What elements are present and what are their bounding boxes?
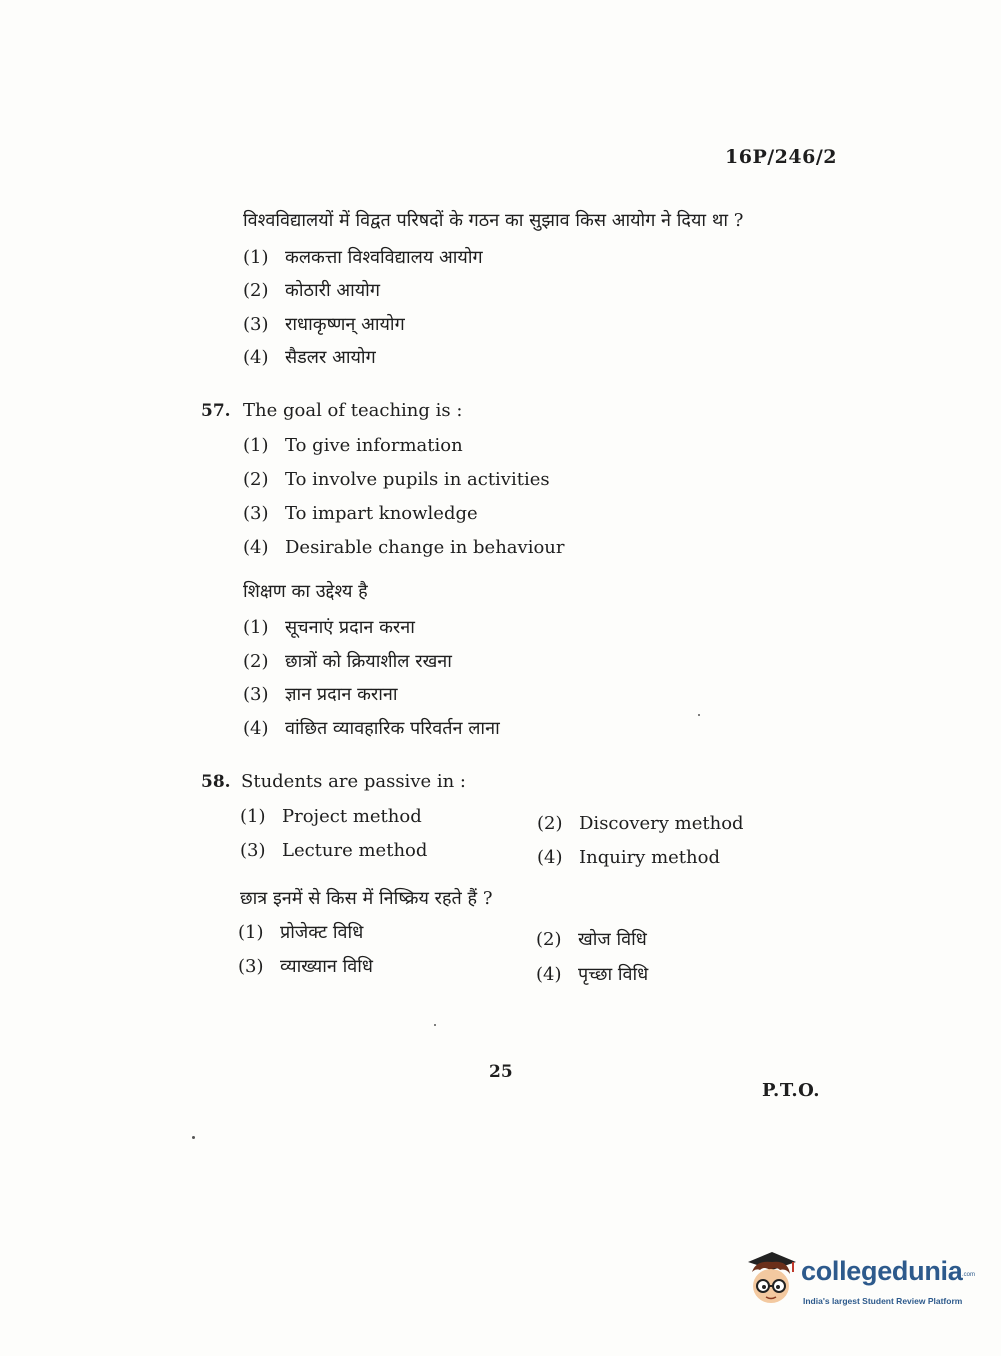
q56-option-2: (2) कोठारी आयोग <box>243 280 380 301</box>
q58-hindi-text: छात्र इनमें से किस में निष्क्रिय रहते हैं ? <box>240 888 493 909</box>
q57-text: The goal of teaching is : <box>243 400 463 421</box>
page-number: 25 <box>489 1062 513 1082</box>
mascot-icon <box>742 1248 800 1310</box>
q56-option-4: (4) सैडलर आयोग <box>243 347 376 368</box>
q56-option-3: (3) राधाकृष्णन् आयोग <box>243 314 405 335</box>
q58-option-4: (4) Inquiry method <box>537 847 720 868</box>
q57-hindi-option-2: (2) छात्रों को क्रियाशील रखना <box>243 651 452 672</box>
q56-option-1: (1) कलकत्ता विश्वविद्यालय आयोग <box>243 247 483 268</box>
scan-speck <box>434 1024 436 1026</box>
q57-option-3: (3) To impart knowledge <box>243 503 478 524</box>
q58-option-3: (3) Lecture method <box>240 840 428 861</box>
collegedunia-logo <box>742 1248 976 1318</box>
scan-speck <box>192 1136 195 1139</box>
logo-tagline: India's largest Student Review Platform <box>803 1296 963 1306</box>
q58-hindi-option-4: (4) पृच्छा विधि <box>536 964 649 985</box>
q57-option-1: (1) To give information <box>243 435 463 456</box>
q57-hindi-option-3: (3) ज्ञान प्रदान कराना <box>243 684 398 705</box>
q58-number: 58. <box>201 772 231 792</box>
q57-hindi-option-4: (4) वांछित व्यावहारिक परिवर्तन लाना <box>243 718 500 739</box>
q58-option-1: (1) Project method <box>240 806 422 827</box>
scan-speck <box>698 714 700 716</box>
paper-code: 16P/246/2 <box>725 146 837 168</box>
q58-option-2: (2) Discovery method <box>537 813 744 834</box>
q57-option-2: (2) To involve pupils in activities <box>243 469 550 490</box>
pto-label: P.T.O. <box>762 1080 821 1101</box>
q58-hindi-option-3: (3) व्याख्यान विधि <box>238 956 374 977</box>
q56-hindi-text: विश्वविद्यालयों में विद्वत परिषदों के गठन का सुझाव किस आयोग ने दिया था ? <box>243 210 744 231</box>
q58-hindi-option-1: (1) प्रोजेक्ट विधि <box>238 922 364 943</box>
q57-hindi-option-1: (1) सूचनाएं प्रदान करना <box>243 617 415 638</box>
q58-text: Students are passive in : <box>241 771 466 792</box>
q57-option-4: (4) Desirable change in behaviour <box>243 537 565 558</box>
logo-brand-text: collegedunia <box>801 1256 963 1286</box>
q57-number: 57. <box>201 401 231 421</box>
logo-com-text: .com <box>962 1272 976 1278</box>
q57-hindi-text: शिक्षण का उद्देश्य है <box>243 581 368 602</box>
q58-hindi-option-2: (2) खोज विधि <box>536 929 647 950</box>
